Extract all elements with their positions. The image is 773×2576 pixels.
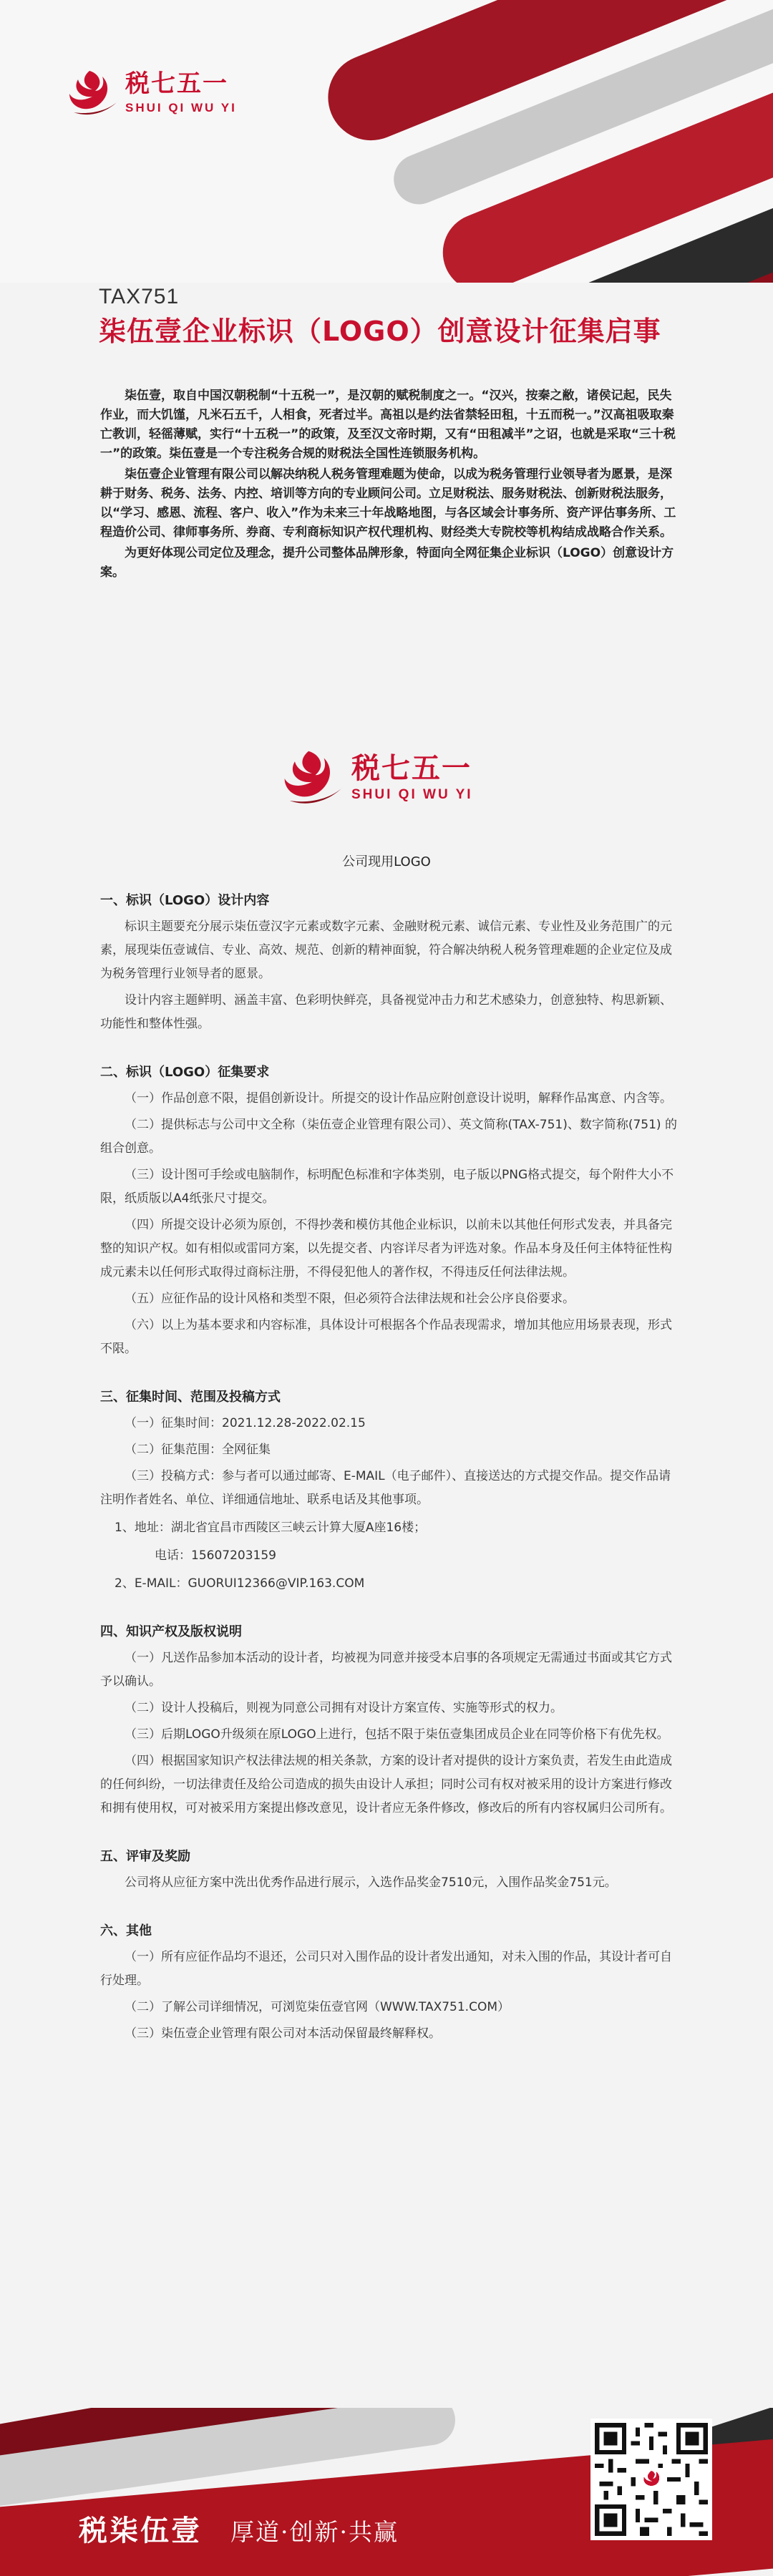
section-paragraph: （四）所提交设计必须为原创，不得抄袭和模仿其他企业标识，以前未以其他任何形式发表，并具备完整的知识产权。如有相似或雷同方案，以先提交者、内容详尽者为评选对象。作品本身及任何主体特征性构成元素未以任何形式取得过商标注册，不得侵犯他人的著作权，不得违反任何法律法规。: [100, 1218, 672, 1279]
section-heading: 四、知识产权及版权说明: [100, 1624, 242, 1639]
section-heading: 二、标识（LOGO）征集要求: [100, 1065, 270, 1080]
brand-logo: [68, 68, 237, 119]
section-heading: 六、其他: [100, 1923, 152, 1938]
section-heading: 三、征集时间、范围及投稿方式: [100, 1390, 281, 1405]
page-title: 柒伍壹企业标识（LOGO）创意设计征集启事: [99, 316, 661, 347]
logo-swoosh-icon: [68, 68, 125, 119]
section-paragraph: （四）根据国家知识产权法律法规的相关条款，方案的设计者对提供的设计方案负责，若发生由此造成的任何纠纷，一切法律责任及给公司造成的损失由设计人承担；同时公司有权对被采用的设计方案进行修改和拥有使用权，可对被采用方案提出修改意见，设计者应无条件修改，修改后的所有内容权属归公司所有。: [100, 1754, 672, 1815]
title-code: TAX751: [99, 285, 180, 308]
header-banner: [0, 0, 773, 283]
section-paragraph: （一）作品创意不限，提倡创新设计。所提交的设计作品应附创意设计说明，解释作品寓意、内含等。: [125, 1091, 672, 1106]
contact-address: 1、地址：湖北省宜昌市西陵区三峡云计算大厦A座16楼；: [115, 1521, 427, 1535]
contact-email[interactable]: 2、E-MAIL：GUORUI12366@VIP.163.COM: [115, 1576, 365, 1591]
section-submission: [100, 1385, 680, 1596]
section-paragraph: 标识主题要充分展示柒伍壹汉字元素或数字元素、金融财税元素、诚信元素、专业性及业务范围广的元素，展现柒伍壹诚信、专业、高效、规范、创新的精神面貌，符合解决纳税人税务管理难题的企业定位及成为税务管理行业领导者的愿景。: [100, 919, 672, 981]
intro-paragraph: 为更好体现公司定位及理念，提升公司整体品牌形象，特面向全网征集企业标识（LOGO）创意设计方案。: [100, 546, 674, 580]
section-requirements: [100, 1060, 680, 1361]
section-paragraph: （三）投稿方式：参与者可以通过邮寄、E-MAIL（电子邮件）、直接送达的方式提交作品。提交作品请注明作者姓名、单位、详细通信地址、联系电话及其他事项。: [100, 1469, 671, 1507]
footer-slogan: [79, 2508, 399, 2549]
section-paragraph: （三）后期LOGO升级须在原LOGO上进行，包括不限于柒伍壹集团成员企业在同等价格下有优先权。: [125, 1727, 669, 1742]
section-paragraph: 设计内容主题鲜明、涵盖丰富、色彩明快鲜亮，具备视觉冲击力和艺术感染力，创意独特、构思新颖、功能性和整体性强。: [100, 993, 672, 1031]
section-paragraph: （一）所有应征作品均不退还，公司只对入围作品的设计者发出通知，对未入围的作品，其设计者可自行处理。: [100, 1950, 672, 1988]
section-paragraph: （一）凡送作品参加本活动的设计者，均被视为同意并接受本启事的各项规定无需通过书面或其它方式予以确认。: [100, 1651, 672, 1689]
section-awards: [100, 1845, 680, 1895]
footer-brand: 税柒伍壹: [79, 2514, 202, 2547]
body-content: [100, 889, 680, 2070]
current-logo: [283, 748, 473, 809]
section-paragraph: （三）柒伍壹企业管理有限公司对本活动保留最终解释权。: [125, 2026, 441, 2041]
section-paragraph: （六）以上为基本要求和内容标准，具体设计可根据各个作品表现需求，增加其他应用场景表现，形式不限。: [100, 1318, 672, 1356]
logo-caption: 公司现用LOGO: [342, 854, 431, 869]
section-paragraph: （五）应征作品的设计风格和类型不限，但必须符合法律法规和社会公序良俗要求。: [125, 1292, 575, 1306]
logo-text: [351, 754, 473, 803]
intro-paragraph: 柒伍壹，取自中国汉朝税制“十五税一”，是汉朝的赋税制度之一。“汉兴，按秦之敝，诸侯记起，民失作业，而大饥馑，凡米石五千，人相食，死者过半。高祖以是约法省禁轻田租，十五而税一。”汉高祖吸取秦亡教训，轻徭薄赋，实行“十五税一”的政策，及至汉文帝时期，又有“田租减半”之诏，也就是采取“三十税一”的政策。柒伍壹是一个专注税务合规的财税法全国性连锁服务机构。: [100, 389, 676, 461]
footer-motto: 厚道·创新·共赢: [230, 2518, 399, 2546]
intro: [100, 386, 680, 584]
section-paragraph: （三）设计图可手绘或电脑制作，标明配色标准和字体类别，电子版以PNG格式提交，每个附件大小不限，纸质版以A4纸张尺寸提交。: [100, 1168, 674, 1206]
section-heading: 五、评审及奖励: [100, 1849, 190, 1864]
section-paragraph: 公司将从应征方案中洗出优秀作品进行展示，入选作品奖金7510元，入围作品奖金751元。: [125, 1875, 617, 1890]
section-heading: 一、标识（LOGO）设计内容: [100, 893, 270, 908]
contact-phone: 电话：15607203159: [155, 1548, 276, 1563]
logo-text-en: SHUI QI WU YI: [125, 101, 237, 114]
section-paragraph[interactable]: （二）了解公司详细情况，可浏览柒伍壹官网（WWW.TAX751.COM）: [125, 2000, 510, 2014]
logo-text: [125, 72, 237, 115]
logo-text-cn: 税七五一: [351, 752, 472, 784]
logo-text-cn: 税七五一: [125, 71, 228, 97]
intro-paragraph: 柒伍壹企业管理有限公司以解决纳税人税务管理难题为使命，以成为税务管理行业领导者为愿景，是深耕于财务、税务、法务、内控、培训等方向的专业顾问公司。立足财税法、服务财税法、创新财税法服务，以“学习、感恩、流程、客户、收入”作为未来三十年战略地图，与各区域会计事务所、资产评估事务所、工程造价公司、律师事务所、券商、专利商标知识产权代理机构、财经类大专院校等机构结成战略合作关系。: [100, 467, 676, 540]
section-paragraph: （二）提供标志与公司中文全称（柒伍壹企业管理有限公司）、英文简称(TAX-751)、数字简称(751) 的组合创意。: [100, 1118, 677, 1156]
section-paragraph: （一）征集时间：2021.12.28-2022.02.15: [125, 1416, 366, 1430]
section-other: [100, 1919, 680, 2046]
qr-code-icon: [595, 2423, 708, 2536]
section-paragraph: （二）设计人投稿后，则视为同意公司拥有对设计方案宣传、实施等形式的权力。: [125, 1701, 563, 1715]
logo-text-en: SHUI QI WU YI: [351, 787, 473, 802]
section-design-content: [100, 889, 680, 1036]
section-copyright: [100, 1620, 680, 1820]
qr-code[interactable]: [590, 2419, 712, 2540]
section-paragraph: （二）征集范围：全网征集: [125, 1443, 271, 1457]
logo-swoosh-icon: [283, 748, 351, 809]
